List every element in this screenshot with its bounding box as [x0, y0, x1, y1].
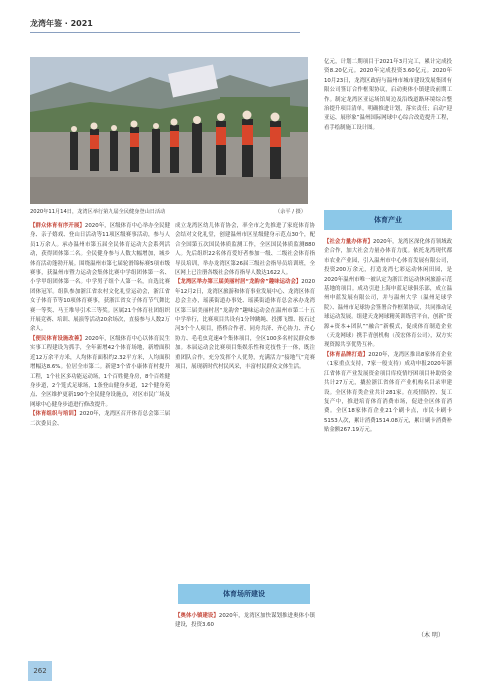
column-right-top — [324, 58, 452, 133]
paragraph-text: 2020年，龙湾区加快谋划推进奥体小镇建设，投资3.60 — [175, 613, 315, 629]
paragraph — [30, 335, 170, 410]
subheading: 【体育组织与培训】 — [30, 411, 80, 418]
column-left — [30, 222, 170, 429]
paragraph-text: 2020年，区级体育中心举办全民健身、亲子嬉戏、登山日活动等11项区级赛事活动，参与人员1万余人。承办温州市第五届全民体育运动大会系列活动，获得团体第二名。全民健身参与人数大幅增加，城乡体育活动蓬勃开展。围绕温州市第七届轮滑锦标赛5项市级赛事，获温州市暨力运动会集体比赛中学组团体第一名、小学甲组团体第一名。中学男子组个人第一名，自选比赛团体冠军。组队参加浙江省农村文化礼堂运动会，浙江省女子体育节等10项体育赛事，获浙江省女子体育节气舞比赛一等奖、马王堆导引术三等奖。区属21个体育社团组织开展竞赛、培训、展演等活动20余场次，直接参与人数2万余人。 — [30, 223, 170, 333]
paragraph-text: 2020年，区级体育中心以体育民生实事工程建设为抓手，全年新增42个体育场地，新增面积近12万余平方米，人均体育面积约2.32平方米，人均面积增幅达8.6%。位居全市第二。新建3个省小康体育村提升工程，1个社区多功能运动场，1个百姓健身房，8个百姓健身步道，2个笼式足球场，1条登山健身步道，12个健身苑点、全区维护更新190个全民健身设施点，对区市民广场及网球中心健身步道进行修改提升。 — [30, 335, 170, 408]
paragraph-text: 2020年12月2日，龙湾区旅游和体育事业发展中心、龙湾区体育总会主办，瑶溪街道办事处、瑶溪街道体育总会承办龙湾区第三届美丽村居“龙韵舍”趣味运动会在温州市第二十五中学举行，比赛项目共设有1分钟跳绳、投掷飞镖、报石过河3个个人项目，搭桥合作者、同舟共济、齐心协力、齐心协力、毛毛虫竞速4个集体项目，全区100多名村民群众参加。本届运动会比赛项目集娱乐性和竞技性于一体，既注重团队合作，充分发挥个人优势，充满活力“接地气”竞赛项目，展现新时代村民风采，丰富村民群众文体生活。 — [175, 279, 315, 371]
paragraph-text: 成立龙湾区幼儿体育协会，率全市之先推进了家庭体育协会结对文化礼堂，创建温州市区星级健身示范点30个，配合全国第五次国民体质监测工作，全区国民体质监测880人。先后组织22名体育爱好者参加一级、二级社会体育指导员培训，举办龙湾区第26届三级社会指导员培训班，全区网上已注册各级社会体育指导人数达1622人。 — [175, 223, 315, 277]
column-middle — [175, 222, 315, 373]
column-middle-bottom — [175, 612, 315, 631]
hiking-event-photo — [30, 57, 308, 204]
subheading: 【龙湾区举办第三届美丽村居“龙韵舍”趣味运动会】 — [175, 279, 302, 286]
paragraph — [324, 351, 452, 436]
photo-illustration — [30, 57, 308, 204]
paragraph — [175, 612, 315, 631]
paragraph-text: 2020年，龙湾区深化体育领域政企合作，加大社会力量办体育力度。依托龙湾现代都市农业产业园，引入温州市中心体育发展有限公司，投资200万余元，打造龙湾七彩运动休闲田园，是2020年温州市唯一被认定为浙江省运动休闲旅游示范基地的项目。成功引进上海申蓝足球俱乐部，成立温州申蓝发展有限公司，并与温州大学（温州足球学院）、温州市足球协会签署合作框架协议，共同推动足球运动发展。组建天龙网球精英训练营平台，创新“资源+资本+团队”“融合”新模式，促成体育制造企业（天龙网球）携手青创机构（茂宏体育公司），双方实现资源共享优势互补。 — [324, 239, 452, 349]
paragraph — [175, 222, 315, 278]
running-header: 龙湾年鉴 · 2021 — [30, 18, 300, 33]
paragraph-text: 亿元，计划二期项目于2021年3月完工，累计完成投资8.20亿元。2020年完成投资3.60亿元。2020年10月23日，龙湾区政府与温州市城市建设发展集团有限公司签订合作框架协议，启动奥体小镇建设前期工作。制定龙湾区亚运场馆周边及沿线道路环境综合整治提升项目清单，明确推进计划，落实责任；启动“迎亚运、展形象”温州国际网球中心综合改造提升工程，看手绘制施工设计图。 — [324, 59, 452, 131]
section-band-industry: 体育产业 — [324, 210, 452, 230]
subheading: 【体育品牌打造】 — [324, 351, 369, 358]
subheading: 【便民体育设施改善】 — [30, 335, 85, 342]
photo-caption — [30, 208, 308, 215]
caption-credit: （余平 / 摄） — [275, 209, 306, 215]
caption-text: 2020年11月14日，龙湾区举行第九届全民健身登山日活动 — [30, 209, 166, 215]
subheading: 【奥体小镇建设】 — [175, 613, 219, 619]
paragraph — [30, 222, 170, 335]
paragraph — [30, 410, 170, 429]
paragraph-text: 2020年，龙湾区推出8家体育企业（1家重点支持，7家一般支持）成功申报2020年浙江省体育产业发展资金项目库疫情纾困项目补助资金共计27万元，撬拉浙江省体育产业机构名目录审建设。全区体育类企业共计281家。在疫情防控、复工复产中，推进培育体育消费市场，促进全区体育消费。全区18家体育企业21个刷卡点，市民卡刷卡5153人次，累计消费1514.08万元，累计刷卡消费补贴金额267.19万元。 — [324, 351, 452, 434]
page-number: 262 — [28, 661, 52, 681]
subheading: 【社会力量办体育】 — [324, 239, 373, 245]
paragraph-text: 2020年，龙湾区召开体育总会第三届二次委员会、 — [30, 411, 170, 427]
end-mark: （木 明） — [418, 632, 444, 639]
column-right-bottom — [324, 238, 452, 436]
paragraph — [175, 278, 315, 372]
paragraph — [324, 238, 452, 351]
section-band-venues: 体育场所建设 — [178, 584, 310, 604]
subheading: 【群众体育有序开展】 — [30, 223, 85, 229]
paragraph — [324, 58, 452, 133]
